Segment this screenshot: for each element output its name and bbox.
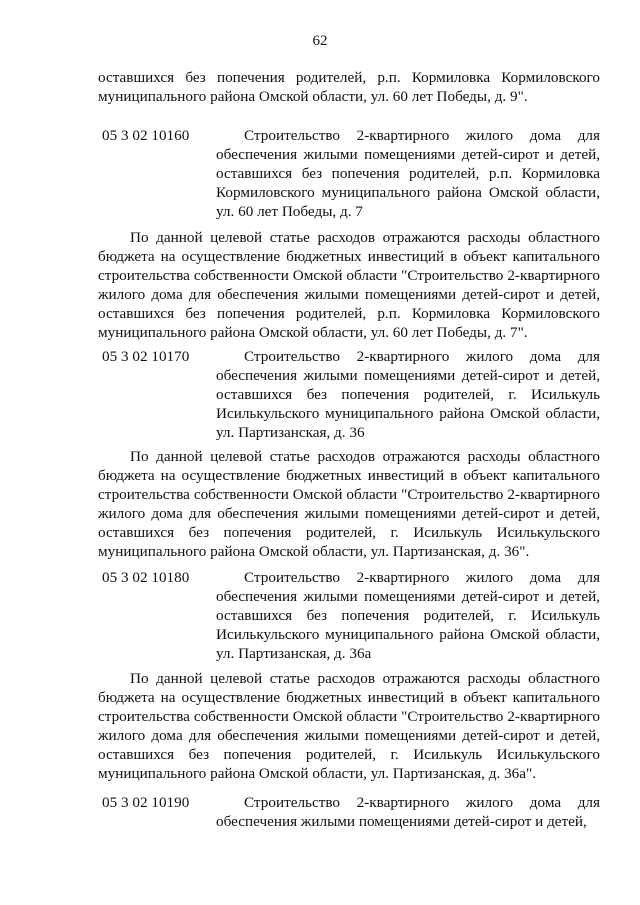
budget-item-10170 — [102, 347, 600, 442]
page-number: 62 — [312, 33, 328, 49]
budget-item-title: Строительство 2-квартирного жилого дома для обеспечения жилыми помещениями детей-сирот и детей, оставшихся без попечения родителей, г. Исилькуль Исилькульского муниципального района Омской области, ул. Партизанская, д. 36а — [216, 569, 600, 662]
budget-code: 05 3 02 10190 — [102, 794, 190, 811]
description-paragraph — [98, 669, 600, 783]
budget-item-title: Строительство 2-квартирного жилого дома для обеспечения жилыми помещениями детей-сирот и детей, оставшихся без попечения родителей, р.п. Кормиловка Кормиловского муниципального района Омской области, ул. 60 лет Победы, д. 7 — [216, 127, 600, 220]
description-paragraph — [98, 228, 600, 342]
paragraph-text: оставшихся без попечения родителей, р.п. Кормиловка Кормиловского муниципального района Омской области, ул. 60 лет Победы, д. 9". — [98, 69, 600, 105]
paragraph-text: По данной целевой статье расходов отражаются расходы областного бюджета на осуществление бюджетных инвестиций в объект капитального строительства собственности Омской области "Строительство 2-квартирного жилого дома для обеспечения жилыми помещениями детей-сирот и детей, оставшихся без попечения родителей, р.п. Кормиловка Кормиловского муниципального района Омской области, ул. 60 лет Победы, д. 7". — [98, 229, 600, 341]
budget-code: 05 3 02 10170 — [102, 348, 190, 365]
budget-item-10190 — [102, 793, 600, 831]
description-paragraph — [98, 447, 600, 561]
budget-item-10160 — [102, 126, 600, 221]
budget-item-title: Строительство 2-квартирного жилого дома для обеспечения жилыми помещениями детей-сирот и детей, оставшихся без попечения родителей, г. Исилькуль Исилькульского муниципального района Омской области, ул. Партизанская, д. 36 — [216, 348, 600, 441]
budget-item-10180 — [102, 568, 600, 663]
continuation-paragraph — [98, 68, 600, 106]
budget-code: 05 3 02 10180 — [102, 569, 190, 586]
paragraph-text: По данной целевой статье расходов отражаются расходы областного бюджета на осуществление бюджетных инвестиций в объект капитального строительства собственности Омской области "Строительство 2-квартирного жилого дома для обеспечения жилыми помещениями детей-сирот и детей, оставшихся без попечения родителей, г. Исилькуль Исилькульского муниципального района Омской области, ул. Партизанская, д. 36а". — [98, 670, 600, 782]
budget-code: 05 3 02 10160 — [102, 127, 190, 144]
budget-item-title: Строительство 2-квартирного жилого дома для обеспечения жилыми помещениями детей-сирот и детей, — [216, 794, 600, 830]
paragraph-text: По данной целевой статье расходов отражаются расходы областного бюджета на осуществление бюджетных инвестиций в объект капитального строительства собственности Омской области "Строительство 2-квартирного жилого дома для обеспечения жилыми помещениями детей-сирот и детей, оставшихся без попечения родителей, г. Исилькуль Исилькульского муниципального района Омской области, ул. Партизанская, д. 36". — [98, 448, 600, 560]
